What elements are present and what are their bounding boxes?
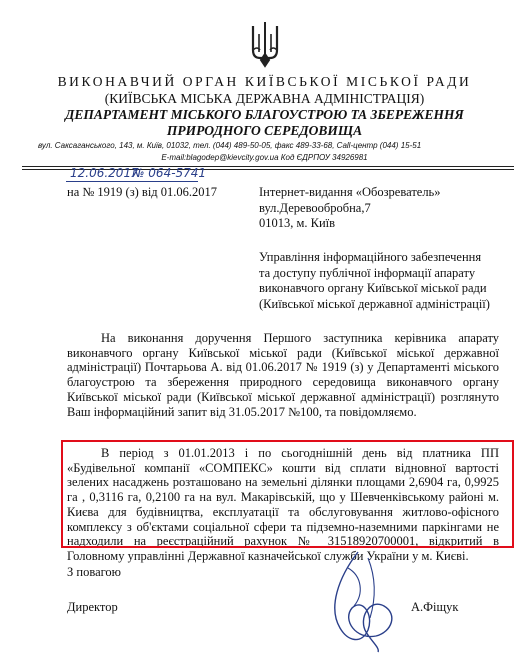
recipient-line: виконавчого органу Київської міської ради <box>259 281 487 295</box>
recipient-line: та доступу публічної інформації апарату <box>259 265 476 280</box>
coat-of-arms-icon <box>248 20 282 68</box>
org-name-line1: ВИКОНАВЧИЙ ОРГАН КИЇВСЬКОЇ МІСЬКОЇ РАДИ <box>57 74 472 89</box>
recipient-department <box>259 250 490 312</box>
reference-number: на № 1919 (з) від 01.06.2017 <box>67 185 218 199</box>
handwritten-date: 12.06.2017 <box>70 166 139 180</box>
highlight-box <box>61 440 514 548</box>
recipient-line: Управління інформаційного забезпечення <box>259 250 482 264</box>
recipient-line: вул.Деревообробна,7 <box>259 200 371 215</box>
closing-salutation: З повагою <box>67 565 122 579</box>
body-paragraph-2: В період з 01.01.2013 і по сьогоднішній день від платника ПП «Будівельної компанії «СОМПЕКС» кошти від сплати відновної вартості зелених насаджень розташовано на земельні ділянки площами 2,6904 га, 0,9925 га , 0,3116 га, 0,2100 га на вул. Макарівській, що у Шевченківському районі м. Києва для будівництва, експлуатації та обслуговування житлово-офісного комплексу з об'єктами соціальної сфери та підземно-наземними паркінгами не надходили на реєстраційний рахунок № 31518920700001, відкритий в Головному управлінні Державної казначейської служби України у м. Києві. <box>67 446 499 563</box>
handwritten-underline <box>66 181 198 182</box>
handwritten-number: № 064-5741 <box>132 166 207 180</box>
recipient-address <box>259 185 441 232</box>
signer-name: А.Фіщук <box>411 600 459 614</box>
recipient-line: (Київської міської державної адміністрації) <box>259 296 490 311</box>
signature-scribble <box>318 548 408 654</box>
recipient-line: 01013, м. Київ <box>259 216 336 230</box>
email-line: E-mail:blagodep@kievcity.gov.ua Код ЄДРПОУ 34926981 <box>161 153 368 162</box>
signer-title: Директор <box>67 600 118 614</box>
body-paragraph-1: На виконання доручення Першого заступника керівника апарату виконавчого органу Київської міської ради (Київської міської державної адміністрації) Почтарьова А. від 01.06.2017 № 1919 (з) у Департаменті міського благоустрою та збереження природного середовища виконавчого органу Київської міської ради (Київської міської державної адміністрації) розглянуто Ваш інформаційний запит від 31.05.2017 №100, та повідомляємо. <box>67 331 499 419</box>
org-name-line2: (КИЇВСЬКА МІСЬКА ДЕРЖАВНА АДМІНІСТРАЦІЯ) <box>104 91 425 106</box>
address-line: вул. Саксаганського, 143, м. Київ, 01032, тел. (044) 489-50-05, факс 489-33-68, Call-центр (044) 15-51 <box>38 141 422 150</box>
recipient-line: Інтернет-видання «Обозреватель» <box>259 185 441 199</box>
department-name: ДЕПАРТАМЕНТ МІСЬКОГО БЛАГОУСТРОЮ ТА ЗБЕРЕЖЕННЯ ПРИРОДНОГО СЕРЕДОВИЩА <box>65 107 464 138</box>
